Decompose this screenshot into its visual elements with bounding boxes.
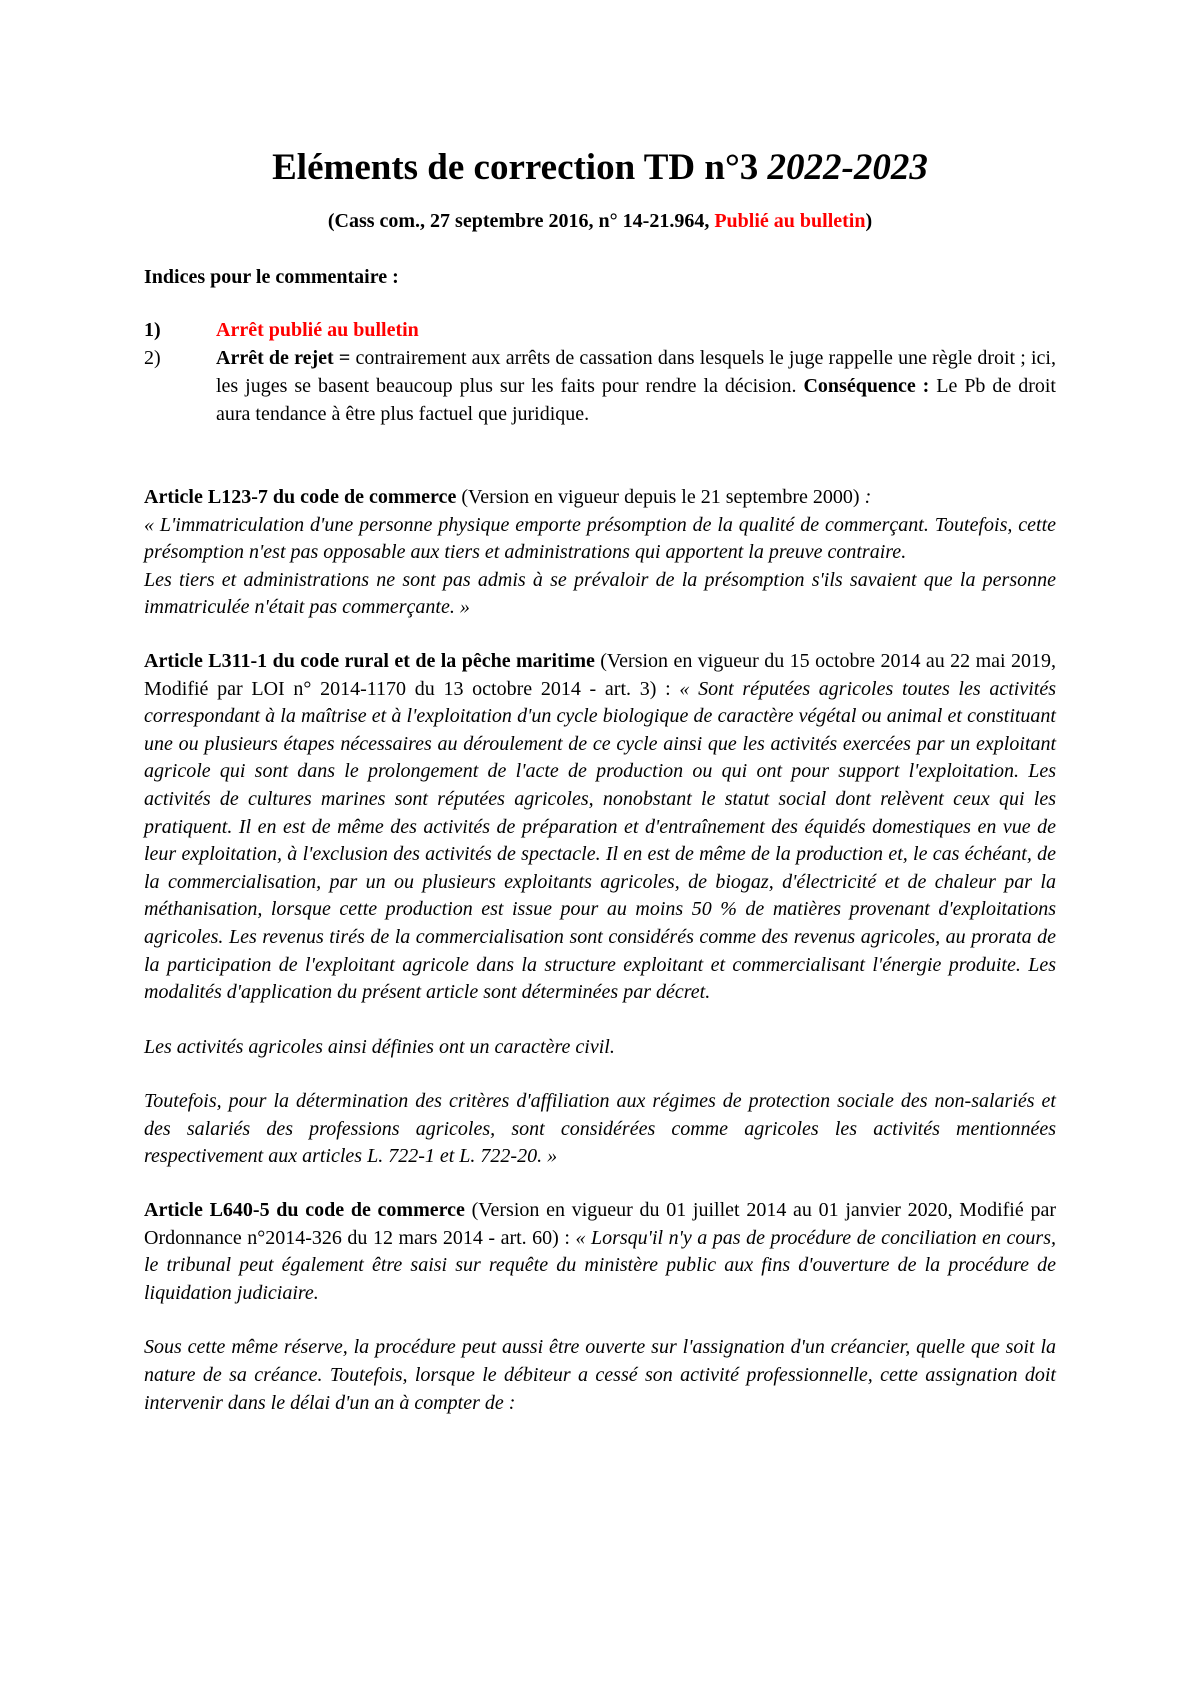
publication-status: Publié au bulletin [714,210,866,232]
article-title: Article L311-1 du code rural et de la pêche maritime [144,649,595,672]
document-title [144,0,1056,190]
list-item [144,344,1056,428]
list-item [144,316,1056,344]
article-text: « Lorsqu'il n'y a pas de procédure de conciliation en cours, le tribunal peut également être saisi sur requête du ministère public aux fins d'ouverture de la procédure de liquidation judiciaire. [144,1226,1056,1304]
article-paragraph: Les activités agricoles ainsi définies ont un caractère civil. [144,1035,615,1058]
item-number: 1) [144,319,161,341]
article-version: (Version en vigueur depuis le 21 septembre 2000) [456,486,860,508]
article-title: Article L640-5 du code de commerce [144,1199,465,1222]
consequence-label: Conséquence : [803,375,930,397]
article-title: Article L123-7 du code de commerce [144,486,457,508]
article-version: (Version en vigueur du 01 juillet 2014 au 01 janvier 2020, Modifié par Ordonnance n°2014-326 du 12 mars 2014 - art. 60) : [144,1199,1056,1249]
indices-list [144,316,1056,428]
article-l123-7 [144,484,1056,622]
item-text: contrairement aux arrêts de cassation dans lesquels le juge rappelle une règle droit ; ici, les juges se basent beaucoup plus sur les faits pour rendre la décision. [216,347,1056,397]
article-text: Les tiers et administrations ne sont pas admis à se prévaloir de la présomption s'ils savaient que la personne immatriculée n'était pas commerçante. » [144,568,1056,619]
item-number: 2) [144,347,161,369]
article-version: (Version en vigueur du 15 octobre 2014 au 22 mai 2019, Modifié par LOI n° 2014-1170 du 13 octobre 2014 - art. 3) : [144,649,1056,700]
indices-heading: Indices pour le commentaire : [144,266,399,288]
decision-ref-close: ) [865,210,873,232]
title-year: 2022-2023 [767,147,928,188]
decision-reference [144,208,1056,234]
article-l311-1 [144,648,1056,1007]
decision-ref-text: (Cass com., 27 septembre 2016, n° 14-21.964, [327,210,715,232]
article-colon: : [859,486,872,508]
item-lead: Arrêt de rejet = [216,347,351,369]
article-text: « L'immatriculation d'une personne physique emporte présomption de la qualité de commerçant. Toutefois, cette présomption n'est pas opposable aux tiers et administrations qui apportent la preuve contraire. [144,513,1056,564]
consequence-text: Le Pb de droit aura tendance à être plus factuel que juridique. [216,375,1056,425]
article-paragraph: Toutefois, pour la détermination des critères d'affiliation aux régimes de protection sociale des non-salariés et des salariés des professions agricoles, sont considérées comme agricoles les activités mentionnées respectivement aux articles L. 722-1 et L. 722-20. » [144,1090,1056,1168]
item-lead: Arrêt publié au bulletin [216,319,419,341]
article-paragraph: Sous cette même réserve, la procédure peut aussi être ouverte sur l'assignation d'un créancier, quelle que soit la nature de sa créance. Toutefois, lorsque le débiteur a cessé son activité professionnelle, cette assignation doit intervenir dans le délai d'un an à compter de : [144,1336,1056,1414]
article-l640-5 [144,1197,1056,1307]
article-text: « Sont réputées agricoles toutes les activités correspondant à la maîtrise et à l'exploitation d'un cycle biologique de caractère végétal ou animal et constituant une ou plusieurs étapes nécessaires au déroulement de ce cycle ainsi que les activités exercées par un exploitant agricole qui sont dans le prolongement de l'acte de production ou qui ont pour support l'exploitation. Les activités de cultures marines sont réputées agricoles, nonobstant le statut social dont relèvent ceux qui les pratiquent. Il en est de même des activités de préparation et d'entraînement des équidés domestiques en vue de leur exploitation, à l'exclusion des activités de spectacle. Il en est de même de la production et, le cas échéant, de la commercialisation, par un ou plusieurs exploitants agricoles, de biogaz, d'électricité et de chaleur par la méthanisation, lorsque cette production est issue pour au moins 50 % de matières provenant d'exploitations agricoles. Les revenus tirés de la commercialisation sont considérés comme des revenus agricoles, au prorata de la participation de l'exploitant agricole dans la structure exploitant et commercialisant l'énergie produite. Les modalités d'application du présent article sont déterminées par décret. [144,677,1057,1004]
title-main: Eléments de correction TD n°3 [272,147,768,188]
